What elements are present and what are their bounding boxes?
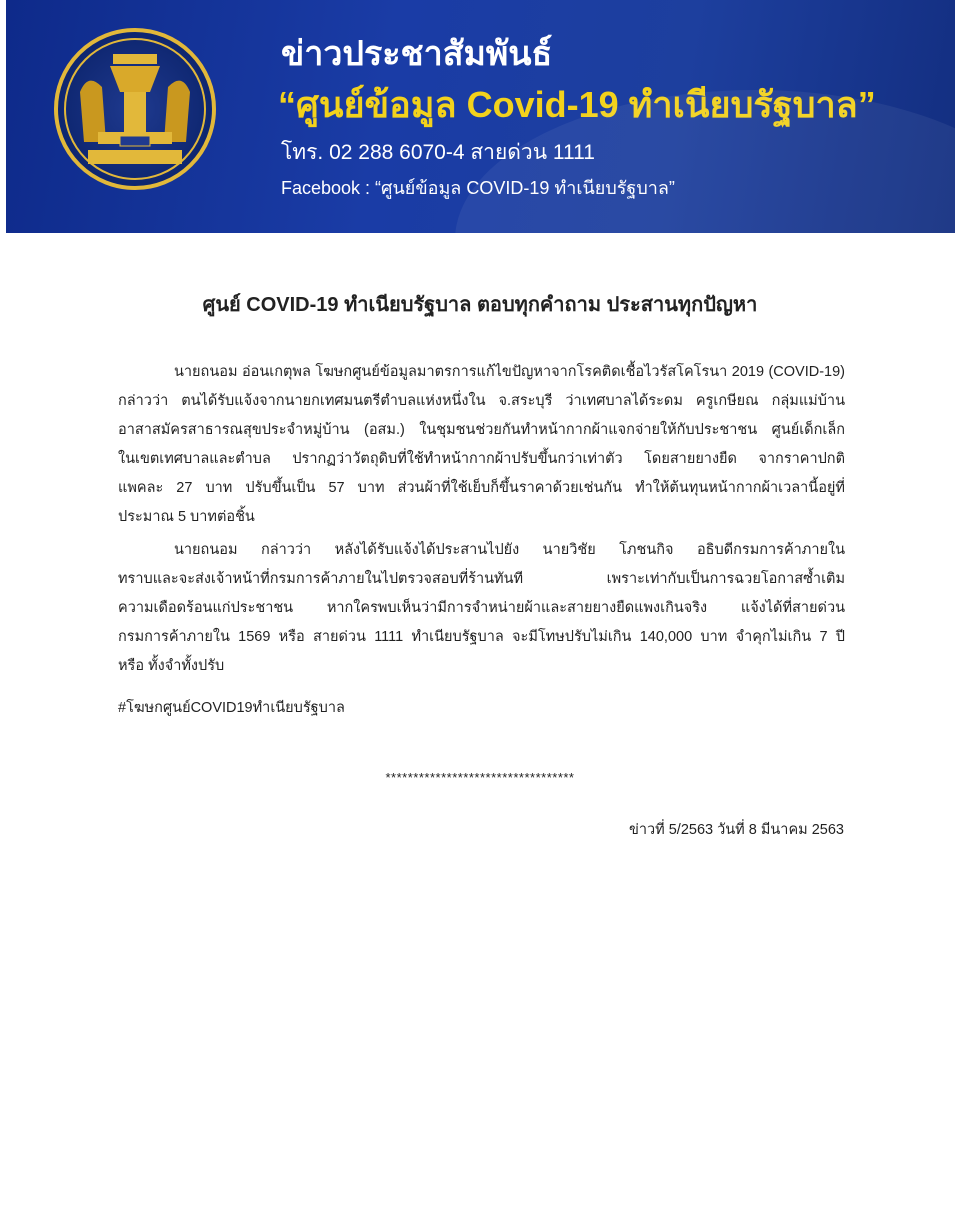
- banner-subtitle: “ศูนย์ข้อมูล Covid-19 ทำเนียบรัฐบาล”: [278, 84, 876, 125]
- header-banner: [6, 0, 955, 233]
- paragraph-line: นายถนอม อ่อนเกตุพล โฆษกศูนย์ข้อมูลมาตรการแก้ไขปัญหาจากโรคติดเชื้อไวรัสโคโรนา 2019 (COVID-19): [174, 364, 845, 380]
- government-seal-logo: [54, 28, 216, 190]
- paragraph-line: ความเดือดร้อนแก่ประชาชน หากใครพบเห็นว่ามีการจำหน่ายผ้าและสายยางยืดแพงเกินจริง แจ้งได้ที่สายด่วน: [118, 600, 845, 616]
- paragraph-2: [118, 536, 845, 681]
- separator: **********************************: [385, 770, 575, 785]
- paragraph-line: ในเขตเทศบาลและตำบล ปรากฏว่าวัตถุดิบที่ใช้ทำหน้ากากผ้าปรับขึ้นกว่าเท่าตัว โดยสายยางยืด จากราคาปกติ: [118, 451, 845, 467]
- banner-title: ข่าวประชาสัมพันธ์: [281, 35, 553, 73]
- paragraph-line: หรือ ทั้งจำทั้งปรับ: [118, 658, 225, 674]
- news-date: ข่าวที่ 5/2563 วันที่ 8 มีนาคม 2563: [628, 822, 844, 838]
- paragraph-line: อาสาสมัครสาธารณสุขประจำหมู่บ้าน (อสม.) ในชุมชนช่วยกันทำหน้ากากผ้าแจกจ่ายให้กับประชาชน ศูนย์เด็กเล็ก: [118, 422, 845, 438]
- banner-phone: โทร. 02 288 6070-4 สายด่วน 1111: [281, 141, 595, 164]
- paragraph-line: ทราบและจะส่งเจ้าหน้าที่กรมการค้าภายในไปตรวจสอบที่ร้านทันที เพราะเท่ากับเป็นการฉวยโอกาสซ้ำเติม: [118, 571, 845, 587]
- hashtag: #โฆษกศูนย์COVID19ทำเนียบรัฐบาล: [118, 700, 345, 716]
- paragraph-line: กรมการค้าภายใน 1569 หรือ สายด่วน 1111 ทำเนียบรัฐบาล จะมีโทษปรับไม่เกิน 140,000 บาท จำคุกไม่เกิน 7 ปี: [118, 629, 845, 645]
- paragraph-line: นายถนอม กล่าวว่า หลังได้รับแจ้งได้ประสานไปยัง นายวิชัย โภชนกิจ อธิบดีกรมการค้าภายใน: [174, 542, 845, 558]
- paragraph-line: ประมาณ 5 บาทต่อชิ้น: [118, 509, 255, 525]
- document-heading: ศูนย์ COVID-19 ทำเนียบรัฐบาล ตอบทุกคำถาม ประสานทุกปัญหา: [202, 294, 758, 316]
- paragraph-line: แพคละ 27 บาท ปรับขึ้นเป็น 57 บาท ส่วนผ้าที่ใช้เย็บก็ขึ้นราคาด้วยเช่นกัน ทำให้ต้นทุนหน้ากากผ้าเวลานี้อยู่ที่: [118, 480, 845, 496]
- paragraph-line: กล่าวว่า ตนได้รับแจ้งจากนายกเทศมนตรีตำบลแห่งหนึ่งใน จ.สระบุรี ว่าเทศบาลได้ระดม ครูเกษียณ กลุ่มแม่บ้าน: [118, 393, 845, 409]
- banner-facebook: Facebook : “ศูนย์ข้อมูล COVID-19 ทำเนียบรัฐบาล”: [281, 178, 675, 198]
- paragraph-1: [118, 358, 845, 532]
